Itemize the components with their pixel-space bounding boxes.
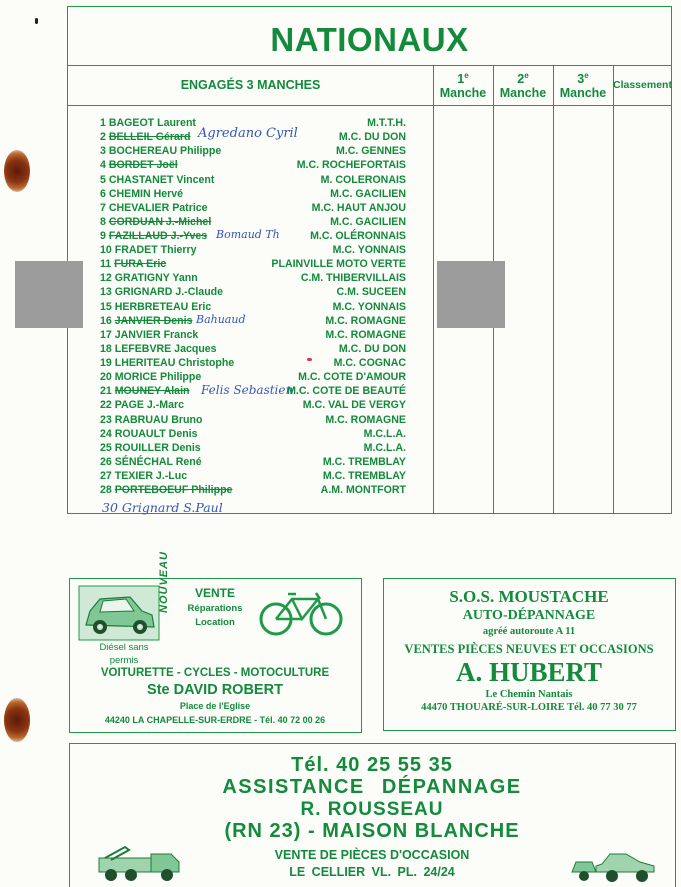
- handwritten-note: Bahuaud: [196, 313, 246, 326]
- reparations-label: Réparations: [187, 603, 243, 614]
- rousseau-line2: ASSISTANCE DÉPANNAGE: [222, 776, 522, 798]
- table-row: [100, 201, 406, 215]
- entry-club: M.C. TREMBLAY: [322, 470, 406, 482]
- diesel-label: Diésel sans: [99, 642, 149, 653]
- entry-name: 28 PORTEBOEUF Philippe: [100, 484, 233, 497]
- header-manche-1: 1e Manche: [439, 71, 487, 101]
- entry-name: 21 MOUNEY Alain: [100, 385, 190, 398]
- entry-club: M.C. HAUT ANJOU: [311, 201, 406, 214]
- header-manche-3: 3e Manche: [559, 71, 607, 101]
- entry-name: 15 HERBRETEAU Eric: [100, 300, 212, 313]
- entry-name: 25 ROUILLER Denis: [100, 441, 201, 454]
- header-engages: ENGAGÉS 3 MANCHES: [180, 78, 321, 92]
- location-label: Location: [195, 617, 235, 628]
- entry-club: PLAINVILLE MOTO VERTE: [271, 258, 406, 271]
- handwritten-note: Agredano Cyril: [198, 126, 298, 141]
- rousseau-line4: (RN 23) - MAISON BLANCHE: [224, 820, 520, 842]
- table-row: [100, 342, 406, 356]
- table-row: [100, 427, 406, 441]
- hubert-line5: A. HUBERT: [455, 657, 603, 687]
- redaction-box: [15, 261, 83, 328]
- entry-club: M.C.L.A.: [363, 441, 406, 454]
- table-row: [100, 314, 406, 328]
- permis-label: permis: [109, 655, 139, 666]
- entry-name: 24 ROUAULT Denis: [100, 427, 198, 440]
- robert-line1: VOITURETTE - CYCLES - MOTOCULTURE: [100, 667, 330, 679]
- entry-name: 7 CHEVALIER Patrice: [100, 201, 208, 214]
- entry-club: M.C. DU DON: [338, 342, 406, 355]
- table-row: [100, 483, 406, 497]
- hubert-line2: AUTO-DÉPANNAGE: [462, 608, 596, 623]
- entry-club: M.C. GENNES: [335, 145, 406, 158]
- robert-line2: Ste DAVID ROBERT: [147, 682, 283, 698]
- rousseau-line3: R. ROUSSEAU: [300, 799, 444, 820]
- rousseau-line6: LE CELLIER VL. PL. 24/24: [289, 865, 455, 879]
- tow-car-icon: [570, 848, 660, 884]
- entry-name: 8 CORDUAN J.-Michel: [100, 215, 212, 228]
- entry-club: A.M. MONTFORT: [320, 484, 406, 497]
- entry-name: 17 JANVIER Franck: [100, 328, 199, 341]
- entry-name: 19 LHERITEAU Christophe: [100, 357, 235, 369]
- entry-name: 20 MORICE Philippe: [100, 371, 202, 384]
- table-row: [100, 328, 406, 342]
- entry-name: 22 PAGE J.-Marc: [100, 399, 184, 412]
- entry-club: M.C. ROMAGNE: [325, 413, 406, 426]
- entry-name: 13 GRIGNARD J.-Claude: [100, 286, 224, 299]
- entry-club: M.C. OLÉRONNAIS: [310, 230, 406, 242]
- table-row: [100, 215, 406, 229]
- entry-club: M.C. YONNAIS: [332, 300, 406, 313]
- table-row: [100, 257, 406, 271]
- car-icon: [78, 585, 160, 641]
- entry-club: M.C. DU DON: [338, 131, 406, 144]
- entry-club: M.C. ROMAGNE: [325, 328, 406, 341]
- robert-line3: Place de l'Eglise: [179, 701, 251, 711]
- vente-label: VENTE: [194, 586, 235, 600]
- ad-hubert: [383, 578, 676, 731]
- entry-name: 6 CHEMIN Hervé: [100, 187, 184, 200]
- entry-name: 23 RABRUAU Bruno: [100, 413, 203, 426]
- table-row: [100, 300, 406, 314]
- entry-club: M.C. COTE D'AMOUR: [298, 371, 406, 384]
- entry-name: 5 CHASTANET Vincent: [100, 173, 215, 186]
- entry-name: 26 SÉNÉCHAL René: [100, 455, 202, 468]
- hubert-line3: agréé autoroute A 11: [482, 626, 576, 637]
- hubert-line6: Le Chemin Nantais: [485, 689, 573, 700]
- table-row: [100, 243, 406, 257]
- redaction-box: [437, 261, 505, 328]
- entry-name: 27 TEXIER J.-Luc: [100, 470, 188, 482]
- handwritten-note: Felis Sebastien: [201, 383, 294, 397]
- table-row: [100, 469, 406, 483]
- entry-club: C.M. SUCEEN: [336, 286, 406, 299]
- entry-club: M.C. COTE DE BEAUTÉ: [287, 385, 406, 398]
- paper-stain: [4, 698, 30, 742]
- entry-club: M.C. YONNAIS: [332, 244, 406, 257]
- table-row: [100, 144, 406, 158]
- tow-truck-icon: [95, 844, 187, 884]
- header-classement: Classement: [613, 79, 672, 91]
- table-row: [100, 398, 406, 412]
- entry-club: M.C. VAL DE VERGY: [302, 399, 406, 412]
- paper-stain: [4, 150, 30, 192]
- entry-name: 2 BELLEIL Gérard: [100, 131, 191, 144]
- entry-club: M.C. ROCHEFORTAIS: [296, 159, 406, 172]
- red-ink-mark: [307, 358, 312, 361]
- handwritten-note: 30 Grignard S.Paul: [102, 500, 223, 515]
- entry-name: 4 BORDET Joël: [100, 159, 178, 172]
- bicycle-icon: [258, 587, 344, 637]
- entry-name: 11 FURA Eric: [100, 258, 167, 271]
- hubert-line4: VENTES PIÈCES NEUVES ET OCCASIONS: [404, 642, 654, 656]
- page-title: NATIONAUX: [270, 21, 469, 58]
- hubert-line1: S.O.S. MOUSTACHE: [449, 587, 609, 606]
- entry-club: M.C.L.A.: [363, 427, 406, 440]
- entry-club: M.C. COGNAC: [333, 357, 406, 369]
- table-row: [100, 285, 406, 299]
- ad-rousseau: [69, 743, 676, 887]
- table-row: [100, 187, 406, 201]
- entry-club: M.C. GACILIEN: [330, 215, 406, 228]
- entry-club: M.T.T.H.: [367, 117, 406, 129]
- entry-club: C.M. THIBERVILLAIS: [300, 272, 406, 285]
- rousseau-line5: VENTE DE PIÈCES D'OCCASION: [274, 848, 470, 862]
- table-row: [100, 413, 406, 427]
- ink-dot: [35, 18, 38, 24]
- table-row: [100, 158, 406, 172]
- entry-club: M.C. GACILIEN: [330, 187, 406, 200]
- entry-club: M. COLERONAIS: [320, 173, 406, 186]
- hubert-line7: 44470 THOUARÉ-SUR-LOIRE Tél. 40 77 30 77: [421, 702, 637, 713]
- entry-name: 1 BAGEOT Laurent: [100, 117, 196, 129]
- table-row: [100, 356, 406, 370]
- ad-david-robert: [69, 550, 362, 733]
- entry-name: 16 JANVIER Denis: [100, 314, 193, 327]
- table-row: [100, 455, 406, 469]
- nouveau-stamp: NOUVEAU: [158, 550, 170, 613]
- entry-club: M.C. TREMBLAY: [322, 455, 406, 468]
- entry-club: M.C. ROMAGNE: [325, 314, 406, 327]
- entry-name: 10 FRADET Thierry: [100, 244, 197, 257]
- rousseau-phone: Tél. 40 25 55 35: [291, 754, 453, 776]
- robert-line4: 44240 LA CHAPELLE-SUR-ERDRE - Tél. 40 72 00 26: [104, 715, 326, 725]
- entry-name: 18 LEFEBVRE Jacques: [100, 342, 217, 355]
- header-manche-2: 2e Manche: [499, 71, 547, 101]
- table-row: [100, 271, 406, 285]
- table-row: [100, 441, 406, 455]
- entry-name: 3 BOCHEREAU Philippe: [100, 145, 222, 158]
- table-row: [100, 173, 406, 187]
- entry-name: 9 FAZILLAUD J.-Yves: [100, 230, 208, 242]
- entry-name: 12 GRATIGNY Yann: [100, 272, 198, 285]
- handwritten-note: Bomaud Th: [216, 228, 280, 241]
